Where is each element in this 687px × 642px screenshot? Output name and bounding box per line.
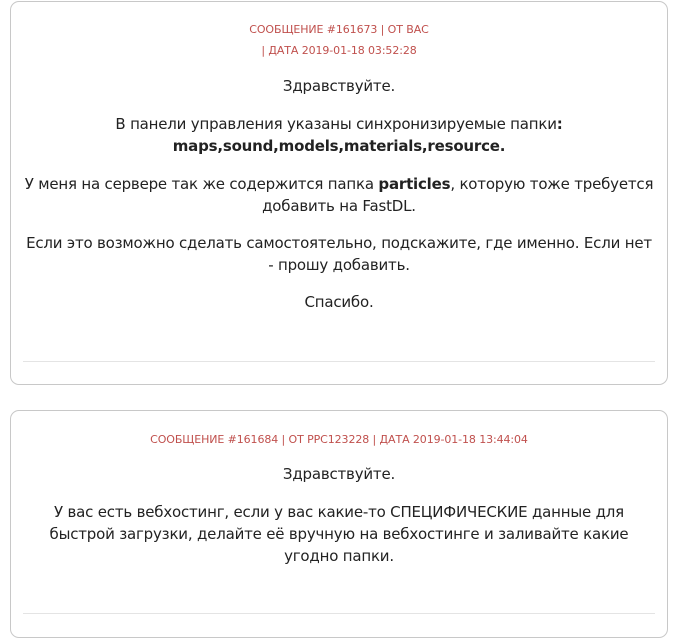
message-greeting: Здравствуйте. bbox=[282, 465, 396, 483]
message-greeting: Здравствуйте. bbox=[282, 77, 396, 95]
message-paragraph: Если это возможно сделать самостоятельно, подскажите, где именно. Если нет - прошу добавить. bbox=[26, 234, 652, 274]
message-header bbox=[209, 19, 469, 61]
paragraph-text: В панели управления указаны синхронизируемые папки bbox=[115, 115, 557, 133]
message-paragraph bbox=[23, 173, 655, 217]
message-signoff: Спасибо. bbox=[304, 293, 374, 311]
paragraph-text: , которую тоже требуется добавить на FastDL. bbox=[262, 175, 654, 215]
divider bbox=[23, 613, 655, 614]
folder-list: maps,sound,models,materials,resource. bbox=[172, 137, 506, 155]
message-card bbox=[10, 1, 668, 385]
message-id-sender: СООБЩЕНИЕ #161673 | ОТ ВАС bbox=[249, 23, 429, 36]
message-card bbox=[10, 410, 668, 638]
paragraph-text: У меня на сервере так же содержится папка bbox=[24, 175, 379, 193]
message-date: | ДАТА 2019-01-18 03:52:28 bbox=[261, 44, 417, 57]
divider bbox=[23, 361, 655, 362]
message-body bbox=[11, 463, 667, 567]
paragraph-colon: : bbox=[556, 115, 563, 133]
folder-name: particles bbox=[378, 175, 451, 193]
message-header: СООБЩЕНИЕ #161684 | ОТ PPC123228 | ДАТА 2019-01-18 13:44:04 bbox=[150, 433, 528, 446]
message-paragraph: У вас есть вебхостинг, если у вас какие-то СПЕЦИФИЧЕСКИЕ данные для быстрой загрузки, делайте её вручную на вебхостинге и заливайте какие угодно папки. bbox=[49, 503, 629, 565]
message-paragraph bbox=[23, 113, 655, 157]
message-body bbox=[11, 75, 667, 313]
